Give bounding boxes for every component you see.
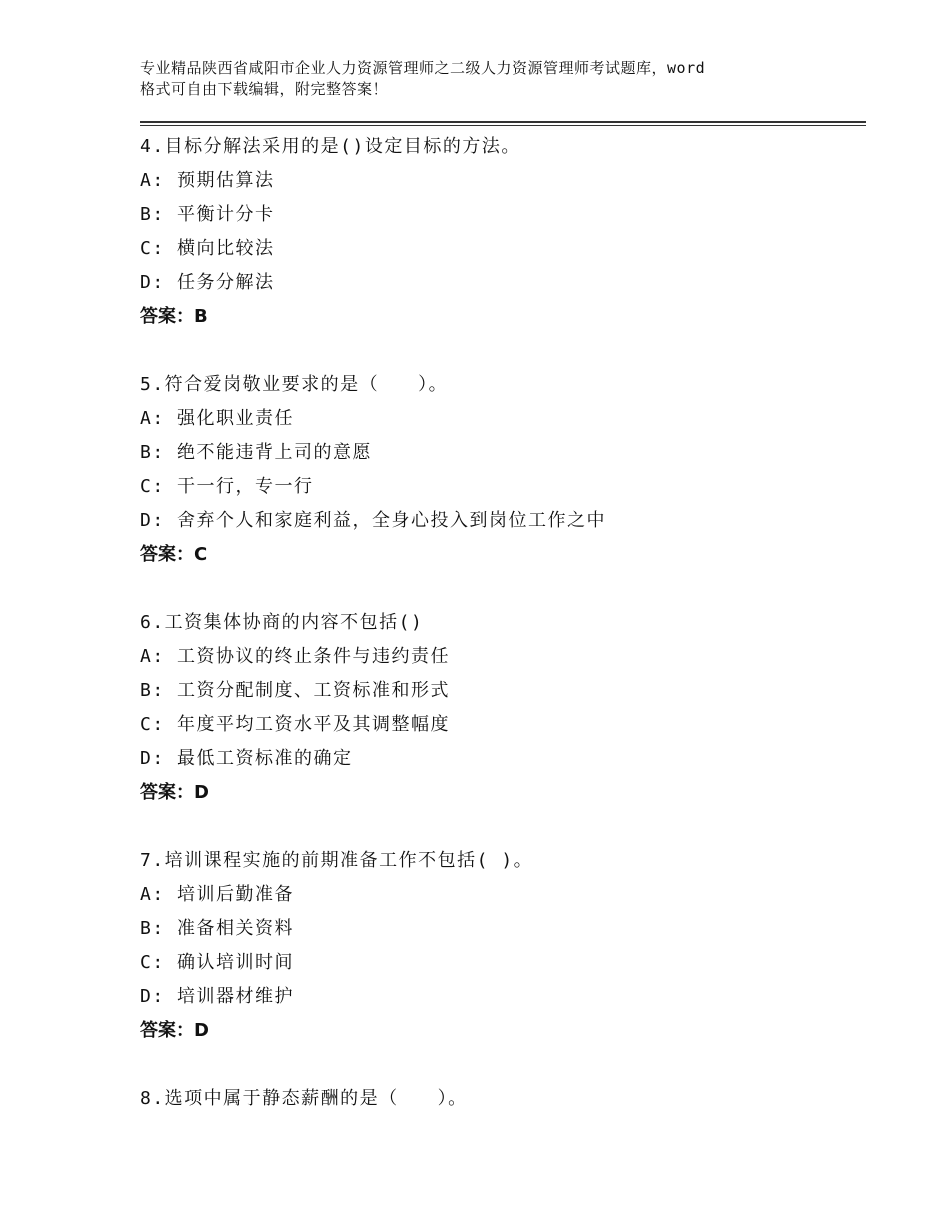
option-b: B: 工资分配制度、工资标准和形式 [140, 680, 451, 701]
option-c: C: 横向比较法 [140, 238, 275, 259]
option-a: A: 培训后勤准备 [140, 884, 295, 905]
option-b: B: 绝不能违背上司的意愿 [140, 442, 373, 463]
option-b: B: 平衡计分卡 [140, 204, 275, 225]
question-5 [140, 368, 860, 572]
option-d: D: 任务分解法 [140, 272, 275, 293]
header-line-2: 格式可自由下载编辑，附完整答案！ [140, 80, 389, 98]
header-line-1: 专业精品陕西省咸阳市企业人力资源管理师之二级人力资源管理师考试题库，word [140, 59, 706, 77]
question-stem: 5.符合爱岗敬业要求的是（ ）。 [140, 374, 449, 395]
option-d: D: 培训器材维护 [140, 986, 295, 1007]
question-stem: 7.培训课程实施的前期准备工作不包括( )。 [140, 850, 534, 871]
option-c: C: 年度平均工资水平及其调整幅度 [140, 714, 451, 735]
answer-label: 答案：D [140, 1020, 209, 1041]
answer-label: 答案：D [140, 782, 209, 803]
spacer [140, 810, 860, 844]
spacer [140, 334, 860, 368]
question-stem: 4.目标分解法采用的是()设定目标的方法。 [140, 136, 521, 157]
question-stem: 6.工资集体协商的内容不包括() [140, 612, 424, 633]
option-a: A: 预期估算法 [140, 170, 275, 191]
option-a: A: 工资协议的终止条件与违约责任 [140, 646, 451, 667]
question-list [140, 130, 860, 1116]
spacer [140, 1048, 860, 1082]
question-8 [140, 1082, 860, 1116]
document-header [140, 58, 840, 100]
option-a: A: 强化职业责任 [140, 408, 295, 429]
question-4 [140, 130, 860, 334]
question-7 [140, 844, 860, 1048]
option-d: D: 最低工资标准的确定 [140, 748, 353, 769]
option-b: B: 准备相关资料 [140, 918, 295, 939]
answer-label: 答案：C [140, 544, 208, 565]
answer-label: 答案：B [140, 306, 208, 327]
question-6 [140, 606, 860, 810]
option-d: D: 舍弃个人和家庭利益，全身心投入到岗位工作之中 [140, 510, 607, 531]
option-c: C: 确认培训时间 [140, 952, 295, 973]
question-stem: 8.选项中属于静态薪酬的是（ ）。 [140, 1088, 468, 1109]
header-divider-thick [140, 121, 866, 123]
spacer [140, 572, 860, 606]
option-c: C: 干一行，专一行 [140, 476, 314, 497]
header-divider-thin [140, 125, 866, 126]
